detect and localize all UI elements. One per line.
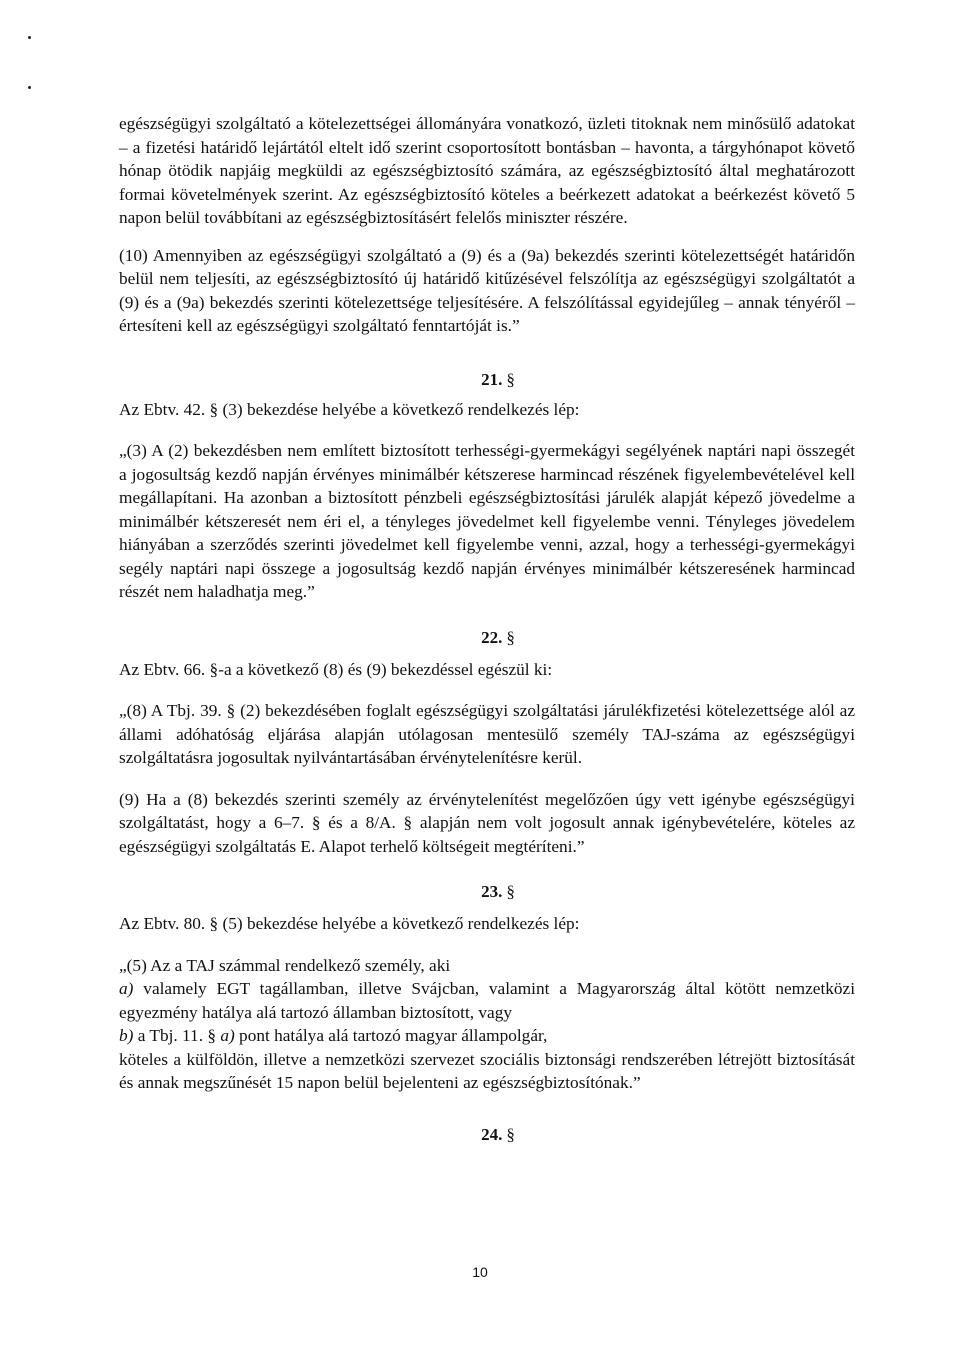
- section-heading-24: [119, 1123, 855, 1147]
- list-item-b: [119, 1024, 855, 1048]
- paragraph-21: „(3) A (2) bekezdésben nem említett biztosított terhességi-gyermekágyi segélyének naptári napi összegét a jogosultság kezdő napján érvényes minimálbér kétszerese harmincad részének figyelembevételével kell megállapítani. Ha azonban a biztosított pénzbeli egészségbiztosítási járulék alapját képező jövedelme a minimálbér kétszeresét nem éri el, a tényleges jövedelmet kell figyelembe venni. Tényleges jövedelem hiányában a szerződés szerinti jövedelmet kell figyelembe venni, azzal, hogy a terhességi-gyermekágyi segély naptári napi összege a jogosultság kezdő napján érvényes minimálbér kétszeresének harmincad részét nem haladhatja meg.”: [119, 441, 855, 601]
- section-intro-23: Az Ebtv. 80. § (5) bekezdése helyébe a következő rendelkezés lép:: [119, 914, 580, 933]
- section-number: 24.: [481, 1124, 503, 1144]
- section-symbol: §: [506, 627, 515, 647]
- section-symbol: §: [506, 1124, 515, 1144]
- section-symbol: §: [506, 882, 515, 901]
- section-number: 21.: [481, 369, 503, 389]
- section-number: 23.: [481, 882, 503, 901]
- paragraph-22-8: „(8) A Tbj. 39. § (2) bekezdésében foglalt egészségügyi szolgáltatási járulékfizetési kötelezettsége alól az állami adóhatóság eljárása alapján utólagosan mentesülő személy TAJ-száma az egészségügyi szolgáltatásra jogosultak nyilvántartásában érvénytelenítésre kerül.: [119, 701, 855, 767]
- scan-mark: [28, 86, 31, 89]
- page-number: 10: [472, 1264, 488, 1280]
- section-heading-21: [119, 368, 855, 392]
- list-text-a: valamely EGT tagállamban, illetve Svájcban, valamint a Magyarország által kötött nemzetközi egyezmény hatálya alá tartozó államban biztosított, vagy: [119, 979, 856, 1022]
- section-heading-23: [119, 880, 855, 904]
- list-text-b-2: pont hatálya alá tartozó magyar állampolgár,: [239, 1026, 548, 1045]
- section-heading-22: [119, 626, 855, 650]
- paragraph-continuation: egészségügyi szolgáltató a kötelezettségei állományára vonatkozó, üzleti titoknak nem minősülő adatokat – a fizetési határidő lejártától eltelt idő szerint csoportosított bontásban – havonta, a tárgyhónapot követő hónap ötödik napjáig megküldi az egészségbiztosító számára, az egészségbiztosító által meghatározott formai követelmények szerint. Az egészségbiztosító köteles a beérkezett adatokat a beérkezést követő 5 napon belül továbbítani az egészségbiztosításért felelős miniszter részére.: [119, 114, 855, 227]
- section-symbol: §: [506, 369, 515, 389]
- list-label-a: a): [119, 979, 134, 998]
- scan-mark: [28, 36, 31, 39]
- list-text-b-1: a Tbj. 11. §: [137, 1026, 216, 1045]
- list-label-b: b): [119, 1026, 134, 1045]
- section-intro-22: Az Ebtv. 66. §-a a következő (8) és (9) bekezdéssel egészül ki:: [119, 659, 553, 679]
- section-number: 22.: [481, 627, 503, 647]
- paragraph-23-final: köteles a külföldön, illetve a nemzetközi szervezet szociális biztonsági rendszerében létrejött biztosítását és annak megszűnését 15 napon belül bejelenteni az egészségbiztosítónak.”: [119, 1049, 855, 1092]
- paragraph-23-line1: „(5) Az a TAJ számmal rendelkező személy, aki: [119, 955, 451, 975]
- paragraph-23: [119, 954, 855, 1095]
- list-text-b-italic: a): [220, 1026, 235, 1045]
- paragraph-10: (10) Amennyiben az egészségügyi szolgáltató a (9) és a (9a) bekezdés szerinti kötelezettségét határidőn belül nem teljesíti, az egészségbiztosító új határidő kitűzésével felszólítja az egészségügyi szolgáltatót a (9) és a (9a) bekezdés szerinti kötelezettsége teljesítésére. A felszólítással egyidejűleg – annak tényéről – értesíteni kell az egészségügyi szolgáltató fenntartóját is.”: [119, 245, 855, 335]
- paragraph-22-9: (9) Ha a (8) bekezdés szerinti személy az érvénytelenítést megelőzően úgy vett igénybe egészségügyi szolgáltatást, hogy a 6–7. § és a 8/A. § alapján nem volt jogosult annak igénybevételére, köteles az egészségügyi szolgáltatás E. Alapot terhelő költségeit megtéríteni.”: [119, 789, 855, 856]
- section-intro-21: Az Ebtv. 42. § (3) bekezdése helyébe a következő rendelkezés lép:: [119, 399, 580, 419]
- document-body: [119, 112, 855, 1147]
- list-item-a: [119, 977, 855, 1024]
